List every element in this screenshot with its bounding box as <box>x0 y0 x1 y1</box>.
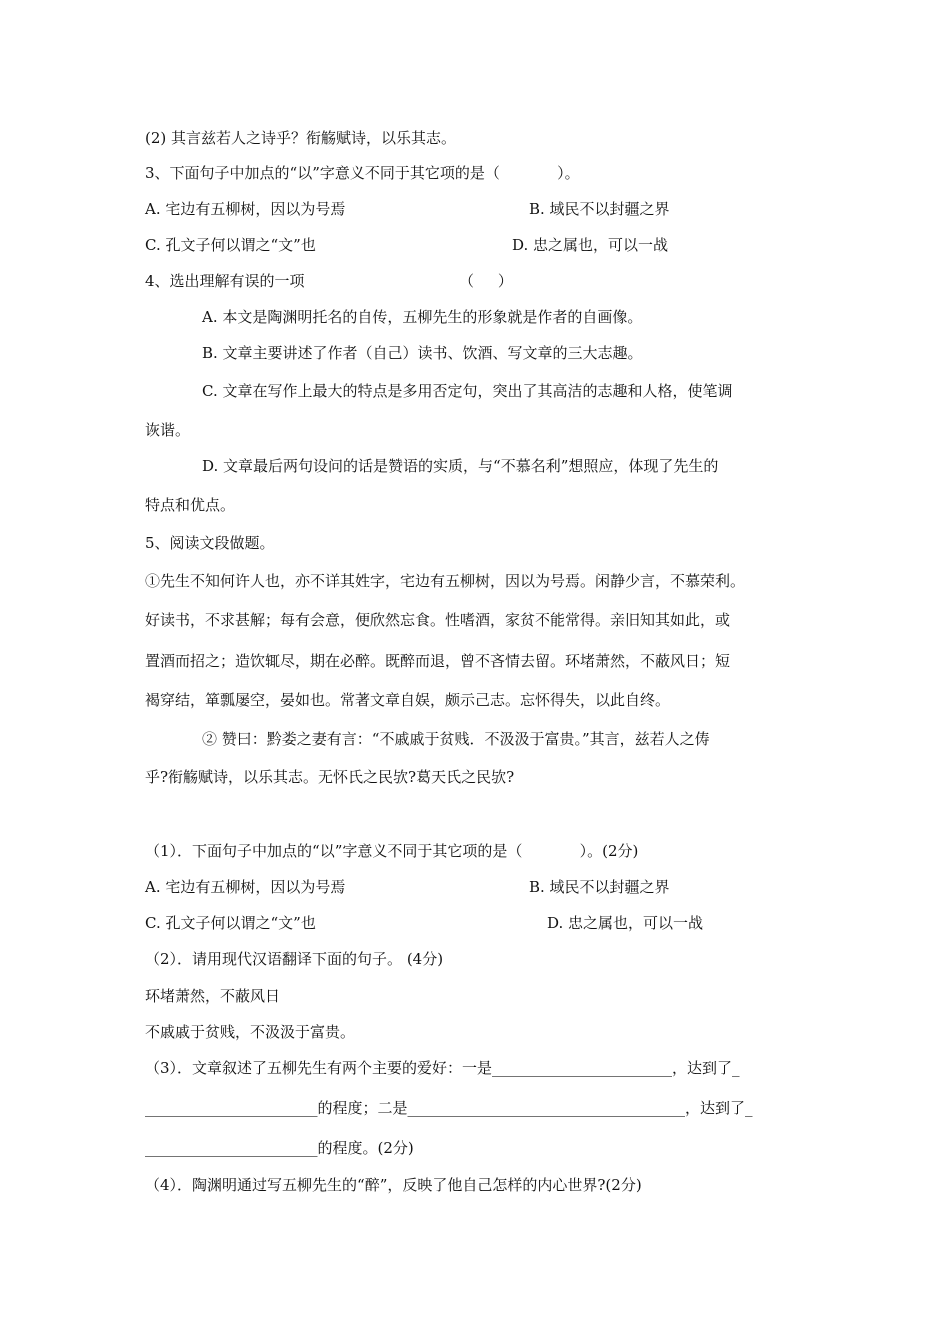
text-line: 环堵萧然，不蔽风日 <box>145 987 281 1005</box>
sub-question-4: （4）．陶渊明通过写五柳先生的“醉”，反映了他自己怎样的内心世界?(2分) <box>145 1176 642 1194</box>
passage-line: ①先生不知何许人也，亦不详其姓字，宅边有五柳树，因以为号焉。闲静少言，不慕荣利。 <box>145 572 746 590</box>
text-line: (2) 其言兹若人之诗乎？衔觞赋诗，以乐其志。 <box>145 129 457 147</box>
option-a: A. 宅边有五柳树，因以为号焉 <box>145 200 346 218</box>
text-line: 特点和优点。 <box>145 496 236 514</box>
option-a: A. 本文是陶渊明托名的自传，五柳先生的形象就是作者的自画像。 <box>202 308 643 326</box>
option-a: A. 宅边有五柳树，因以为号焉 <box>145 878 346 896</box>
option-d: D. 忠之属也，可以一战 <box>512 236 669 254</box>
option-b: B. 域民不以封疆之界 <box>529 878 670 896</box>
option-c: C. 孔文子何以谓之“文”也 <box>145 914 316 932</box>
option-b: B. 文章主要讲述了作者（自己）读书、饮酒、写文章的三大志趣。 <box>202 344 643 362</box>
sub-question-3: （3）．文章叙述了五柳先生有两个主要的爱好：一是________________________，达到了_ <box>145 1059 740 1077</box>
text-line: 诙谐。 <box>145 421 191 439</box>
question-4-stem: 4、选出理解有误的一项 <box>145 272 305 290</box>
sub-question-2: （2）．请用现代汉语翻译下面的句子。 (4分) <box>145 950 444 968</box>
option-c: C. 孔文子何以谓之“文”也 <box>145 236 316 254</box>
passage-line: 置酒而招之；造饮辄尽，期在必醉。既醉而退，曾不吝情去留。环堵萧然，不蔽风日；短 <box>145 652 731 670</box>
sub-question-3-cont: _______________________的程度。(2分) <box>145 1139 414 1157</box>
sub-question-1: （1）．下面句子中加点的“以”字意义不同于其它项的是（ ）。(2分) <box>145 842 639 860</box>
option-b: B. 域民不以封疆之界 <box>529 200 670 218</box>
passage-line: 褐穿结，箪瓢屡空，晏如也。常著文章自娱，颇示己志。忘怀得失，以此自终。 <box>145 691 671 709</box>
option-d: D. 文章最后两句设问的话是赞语的实质，与“不慕名利”想照应，体现了先生的 <box>202 457 719 475</box>
question-5-stem: 5、阅读文段做题。 <box>145 534 275 552</box>
passage-line: ② 赞曰：黔娄之妻有言：“不戚戚于贫贱．不汲汲于富贵。”其言，兹若人之俦 <box>202 730 710 748</box>
text-line: 不戚戚于贫贱，不汲汲于富贵。 <box>145 1023 356 1041</box>
sub-question-3-cont: _______________________的程度；二是_____________________________________，达到了_ <box>145 1099 753 1117</box>
passage-line: 好读书，不求甚解；每有会意，便欣然忘食。性嗜酒，家贫不能常得。亲旧知其如此，或 <box>145 611 731 629</box>
answer-bracket: （ ） <box>459 272 513 290</box>
question-3-stem: 3、下面句子中加点的“以”字意义不同于其它项的是（ ）。 <box>145 164 580 182</box>
option-d: D. 忠之属也，可以一战 <box>547 914 704 932</box>
passage-line: 乎?衔觞赋诗，以乐其志。无怀氏之民欤?葛天氏之民欤? <box>145 768 515 786</box>
option-c: C. 文章在写作上最大的特点是多用否定句，突出了其高洁的志趣和人格，使笔调 <box>202 382 733 400</box>
